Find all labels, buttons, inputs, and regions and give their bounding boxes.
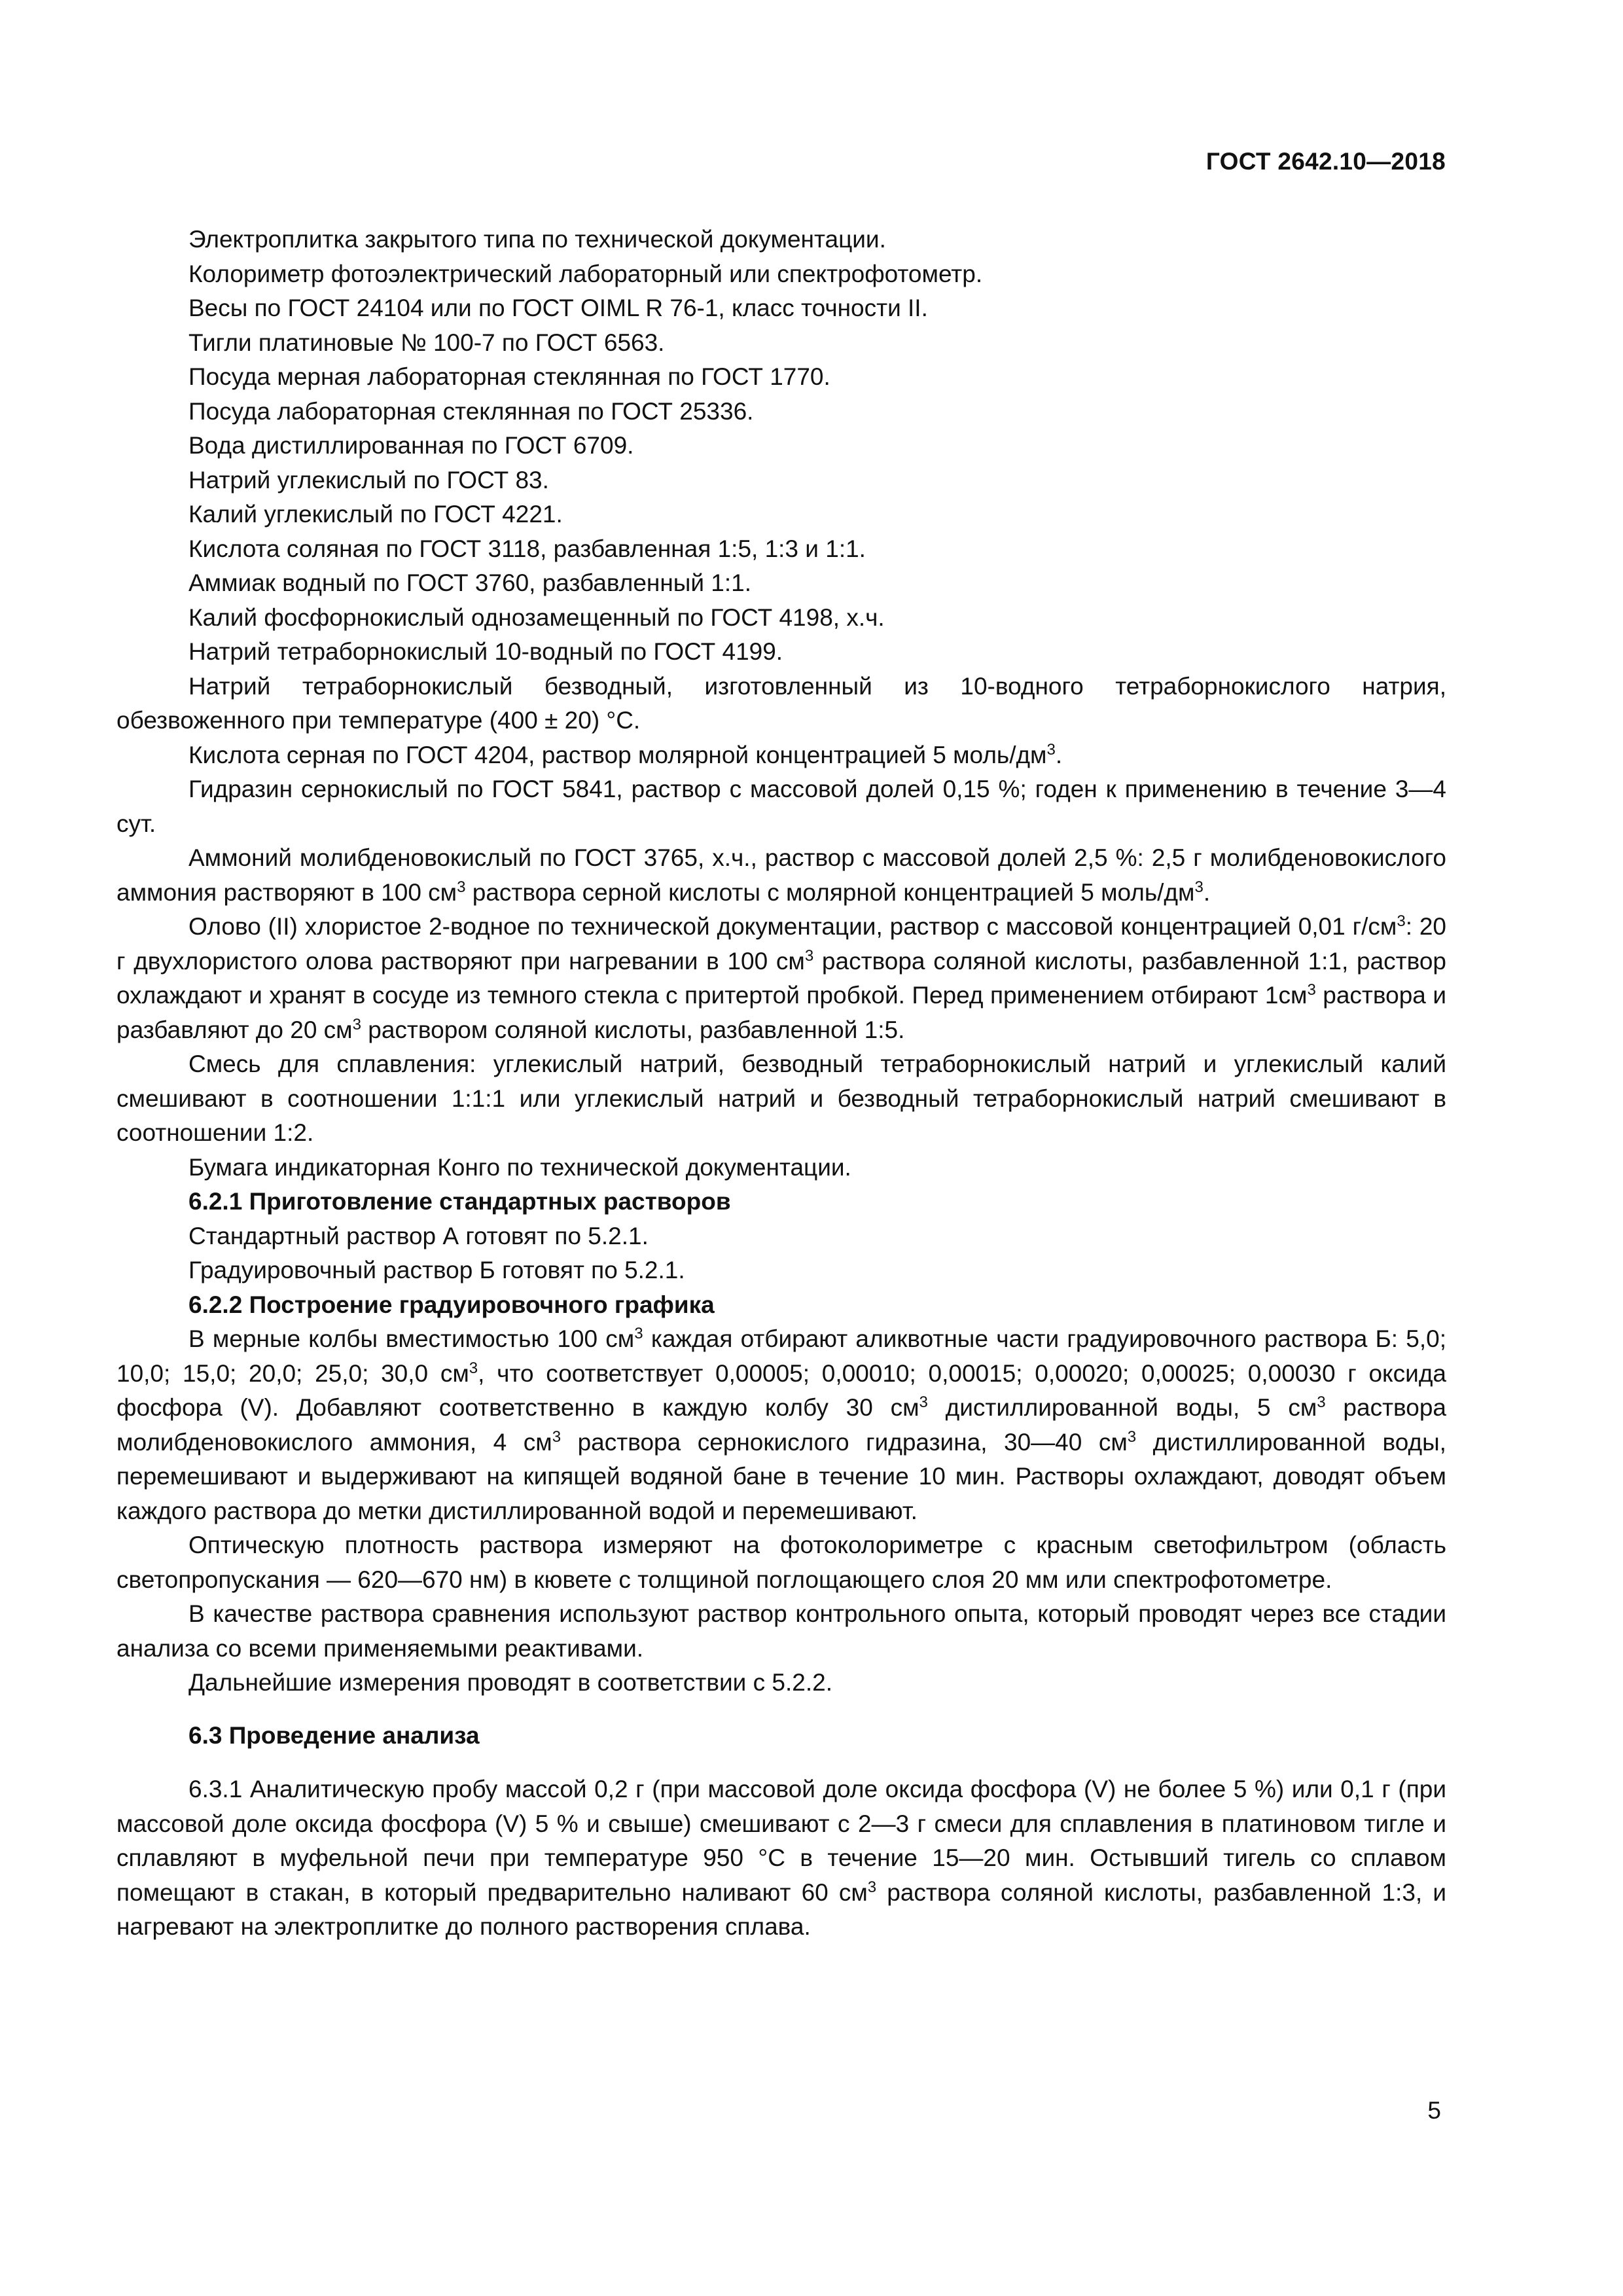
reagent-fusion-mixture: Смесь для сплавления: углекислый натрий, безводный тетраборнокислый натрий и углекислый калий смешивают в соотношении 1:1:1 или углекислый натрий и безводный тетраборнокислый натрий смешивают в соотношении 1:2. — [116, 1050, 1446, 1146]
reagent-ammonia: Аммиак водный по ГОСТ 3760, разбавленный 1:1. — [188, 569, 752, 596]
reference-solution: В качестве раствора сравнения используют раствор контрольного опыта, который проводят через все стадии анализа со всеми применяемыми реактивами. — [116, 1600, 1446, 1662]
analysis-6-3-1: 6.3.1 Аналитическую пробу массой 0,2 г (при массовой доле оксида фосфора (V) не более 5 %) или 0,1 г (при массовой доле оксида фосфора (V) 5 % и свыше) смешивают с 2—3 г смеси для сплавления в платиновом тигле и сплавляют в муфельной печи при температуре 950 °С в течение 15—20 мин. Остывший тигель со сплавом помещают в стакан, в который предварительно наливают 60 $см^3$ раствора соляной кислоты, разбавленной 1:3, и нагревают на электроплитке до полного растворения сплава. — [116, 1776, 1446, 1940]
heading-6-3: 6.3 Проведение анализа — [188, 1721, 480, 1749]
heading-6-2-2: 6.2.2 Построение градуировочного графика — [188, 1291, 715, 1318]
reagent-potassium-phosphate: Калий фосфорнокислый однозамещенный по ГОСТ 4198, х.ч. — [188, 603, 885, 631]
equipment-lab-glassware: Посуда лабораторная стеклянная по ГОСТ 25336. — [188, 397, 754, 425]
calibration-procedure: В мерные колбы вместимостью 100 $см^3$ каждая отбирают аликвотные части градуировочного раствора Б: 5,0; 10,0; 15,0; 20,0; 25,0; 30,0 $см^3$, что соответствует 0,00005; 0,00010; 0,00015; 0,00020; 0,00025; 0,00030 г оксида фосфора (V). Добавляют соответственно в каждую колбу 30 $см^3$ дистиллированной воды, 5 $см^3$ раствора молибденовокислого аммония, 4 $см^3$ раствора сернокислого гидразина, 30—40 $см^3$ дистиллированной воды, перемешивают и выдерживают на кипящей водяной бане в течение 10 мин. Растворы охлаждают, доводят объем каждого раствора до метки дистиллированной водой и перемешивают. — [116, 1324, 1447, 1524]
reagent-potassium-carbonate: Калий углекислый по ГОСТ 4221. — [188, 501, 563, 528]
equipment-colorimeter: Колориметр фотоэлектрический лабораторный или спектрофотометр. — [188, 260, 983, 287]
further-measurements: Дальнейшие измерения проводят в соответствии с 5.2.2. — [188, 1669, 832, 1696]
reagent-sodium-tetraborate-anhydrous: Натрий тетраборнокислый безводный, изготовленный из 10-водного тетраборнокислого натрия, обезвоженного при температуре (400 ± 20) °С. — [116, 672, 1446, 734]
reagent-tin-chloride: Олово (II) хлористое 2-водное по технической документации, раствор с массовой концентрацией 0,01 $г/см^3$: 20 г двухлористого олова растворяют при нагревании в 100 $см^3$ раствора соляной кислоты, разбавленной 1:1, раствор охлаждают и хранят в сосуде из темного стекла с притертой пробкой. Перед применением отбирают $1см^3$ раствора и разбавляют до 20 $см^3$ раствором соляной кислоты, разбавленной 1:5. — [116, 912, 1446, 1043]
standard-solution-a: Стандартный раствор А готовят по 5.2.1. — [188, 1222, 649, 1249]
reagent-hydrochloric-acid: Кислота соляная по ГОСТ 3118, разбавленная 1:5, 1:3 и 1:1. — [188, 535, 866, 562]
equipment-hotplate: Электроплитка закрытого типа по технической документации. — [188, 226, 886, 253]
standard-header: ГОСТ 2642.10—2018 — [1205, 148, 1446, 175]
reagent-distilled-water: Вода дистиллированная по ГОСТ 6709. — [188, 432, 634, 459]
equipment-crucibles: Тигли платиновые № 100-7 по ГОСТ 6563. — [188, 329, 665, 356]
equipment-measuring-glassware: Посуда мерная лабораторная стеклянная по ГОСТ 1770. — [188, 363, 830, 390]
reagent-congo-paper: Бумага индикаторная Конго по технической документации. — [188, 1153, 851, 1181]
reagent-hydrazine-sulfate: Гидразин сернокислый по ГОСТ 5841, раствор с массовой долей 0,15 %; годен к применению в течение 3—4 сут. — [116, 776, 1446, 837]
optical-density: Оптическую плотность раствора измеряют на фотоколориметре с красным светофильтром (область светопропускания — 620—670 нм) в кювете с толщиной поглощающего слоя 20 мм или спектрофотометре. — [116, 1532, 1446, 1593]
document-body — [116, 223, 1446, 1945]
reagent-sodium-tetraborate: Натрий тетраборнокислый 10-водный по ГОСТ 4199. — [188, 638, 783, 665]
reagent-sodium-carbonate: Натрий углекислый по ГОСТ 83. — [188, 466, 549, 493]
reagent-ammonium-molybdate: Аммоний молибденовокислый по ГОСТ 3765, х.ч., раствор с массовой долей 2,5 %: 2,5 г молибденовокислого аммония растворяют в 100 $см^3$ раствора серной кислоты с молярной концентрацией 5 моль/$дм^3$. — [116, 844, 1446, 906]
calibration-solution-b: Градуировочный раствор Б готовят по 5.2.1. — [188, 1257, 685, 1283]
page-number: 5 — [1427, 2097, 1441, 2124]
equipment-scales: Весы по ГОСТ 24104 или по ГОСТ OIML R 76-1, класс точности II. — [188, 295, 928, 321]
heading-6-2-1: 6.2.1 Приготовление стандартных растворов — [188, 1188, 731, 1215]
reagent-sulfuric-acid: Кислота серная по ГОСТ 4204, раствор молярной концентрацией 5 моль/$дм^3$. — [188, 740, 1063, 768]
